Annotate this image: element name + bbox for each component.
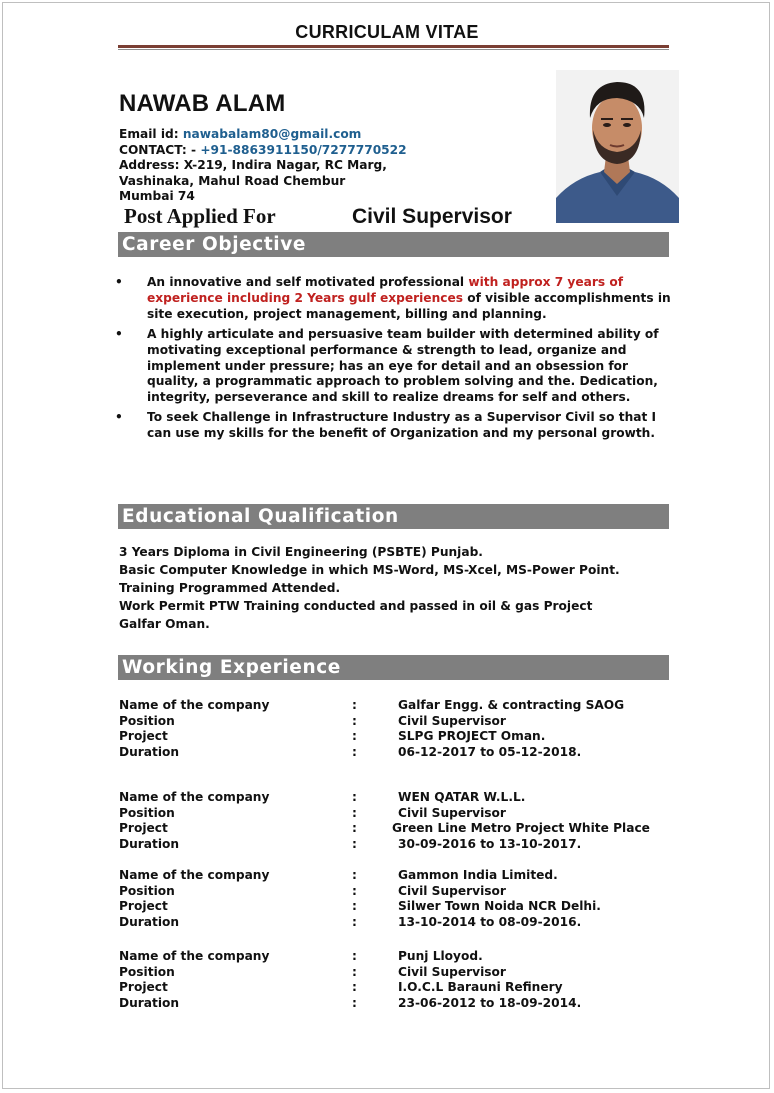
project-value: I.O.C.L Barauni Refinery [398,980,563,995]
project-label: Project [119,980,168,995]
company-label: Name of the company [119,698,270,712]
email-line [119,127,407,143]
experience-row-company [119,868,679,884]
profile-photo [556,70,679,223]
project-value: SLPG PROJECT Oman. [398,729,546,744]
experience-row-position [119,884,679,900]
separator: : [352,729,357,744]
post-applied-value: Civil Supervisor [352,205,512,228]
email-label: Email id: [119,127,179,141]
objective-text: An innovative and self motivated professional [147,275,469,289]
separator: : [352,949,357,963]
phone-line [119,143,407,159]
education-item: Work Permit PTW Training conducted and passed in oil & gas Project [119,599,593,613]
experience-row-project [119,729,679,745]
education-item: 3 Years Diploma in Civil Engineering (PSBTE) Punjab. [119,545,483,559]
experience-row-company [119,790,679,806]
company-value: Punj Lloyod. [398,949,483,963]
duration-label: Duration [119,996,180,1011]
separator: : [352,964,357,979]
experience-row-duration [119,996,679,1012]
experience-row-position [119,965,679,981]
experience-row-project [119,821,679,837]
separator: : [352,745,357,760]
education-item: Galfar Oman. [119,617,210,631]
experience-row-position [119,806,679,822]
duration-label: Duration [119,837,180,852]
separator: : [352,915,357,930]
section-education: Educational Qualification [118,504,669,529]
contact-block [119,127,407,158]
list-item [113,327,673,407]
project-label: Project [119,729,168,744]
experience-row-duration [119,745,679,761]
address-line: Address: X-219, Indira Nagar, RC Marg, [119,158,387,172]
project-label: Project [119,821,168,836]
education-item: Basic Computer Knowledge in which MS-Word, MS-Xcel, MS-Power Point. [119,563,620,577]
separator: : [352,868,357,882]
title-rule [118,45,669,48]
email-link[interactable]: nawabalam80@gmail.com [182,127,362,141]
project-label: Project [119,899,168,914]
separator: : [352,805,357,820]
objective-text: To seek Challenge in Infrastructure Industry as a Supervisor Civil so that I can use my skills for the benefit of Organization and my personal growth. [147,410,657,441]
project-value: Silwer Town Noida NCR Delhi. [398,899,601,914]
contact-label: CONTACT: - [119,142,197,157]
bullet-icon: • [115,326,123,341]
list-item [113,275,673,323]
list-item [113,410,673,442]
position-value: Civil Supervisor [398,713,506,728]
experience-row-duration [119,915,679,931]
duration-value: 06-12-2017 to 05-12-2018. [398,745,582,760]
address-block [119,158,449,205]
company-label: Name of the company [119,949,270,963]
separator: : [352,837,357,852]
duration-value: 23-06-2012 to 18-09-2014. [398,996,582,1011]
document-title: CURRICULAM VITAE [295,22,479,42]
separator: : [352,980,357,995]
separator: : [352,698,357,712]
duration-value: 30-09-2016 to 13-10-2017. [398,837,582,852]
separator: : [352,996,357,1011]
objective-text: of visible accomplishments in site execution, project management, billing and planning. [147,290,671,321]
experience-row-duration [119,837,679,853]
section-career-objective: Career Objective [118,232,669,257]
title-rule-thin [118,49,669,50]
experience-entry [119,868,679,931]
section-working-experience: Working Experience [118,655,669,680]
separator: : [352,883,357,898]
experience-entry [119,790,679,853]
experience-entry [119,698,679,761]
career-objective-list [113,275,673,446]
duration-label: Duration [119,745,180,760]
experience-row-position [119,714,679,730]
separator: : [352,821,357,836]
position-label: Position [119,805,175,820]
experience-row-company [119,949,679,965]
company-value: Galfar Engg. & contracting SAOG [398,698,625,712]
duration-label: Duration [119,915,180,930]
experience-entry [119,949,679,1012]
bullet-icon: • [115,275,123,289]
position-value: Civil Supervisor [398,964,506,979]
objective-highlight: with approx 7 years of experience including 2 Years gulf experiences [147,275,624,305]
experience-row-project [119,899,679,915]
company-value: WEN QATAR W.L.L. [398,790,526,804]
project-value: Green Line Metro Project White Place [392,821,650,836]
candidate-name: NAWAB ALAM [119,90,286,117]
separator: : [352,790,357,804]
position-value: Civil Supervisor [398,805,506,820]
position-label: Position [119,713,175,728]
phone-link[interactable]: +91-8863911150/7277770522 [200,142,407,157]
separator: : [352,899,357,914]
duration-value: 13-10-2014 to 08-09-2016. [398,915,582,930]
position-value: Civil Supervisor [398,883,506,898]
bullet-icon: • [115,410,123,425]
address-line: Vashinaka, Mahul Road Chembur [119,173,346,188]
address-line: Mumbai 74 [119,189,195,203]
profile-photo-image [556,70,679,223]
position-label: Position [119,964,175,979]
separator: : [352,713,357,728]
education-item: Training Programmed Attended. [119,581,341,595]
education-list [119,543,679,633]
company-label: Name of the company [119,790,270,804]
objective-text: A highly articulate and persuasive team builder with determined ability of motivating exceptional performance & strength to lead, organize and implement under pressure; has an eye for detail and an obsession for quality, a programmatic approach to problem solving and the. Dedication, integrity, perseverance and skill to realize dreams for self and others. [147,326,659,405]
experience-row-project [119,980,679,996]
position-label: Position [119,883,175,898]
company-label: Name of the company [119,868,270,882]
experience-row-company [119,698,679,714]
post-applied-label: Post Applied For [124,204,276,228]
company-value: Gammon India Limited. [398,868,558,882]
